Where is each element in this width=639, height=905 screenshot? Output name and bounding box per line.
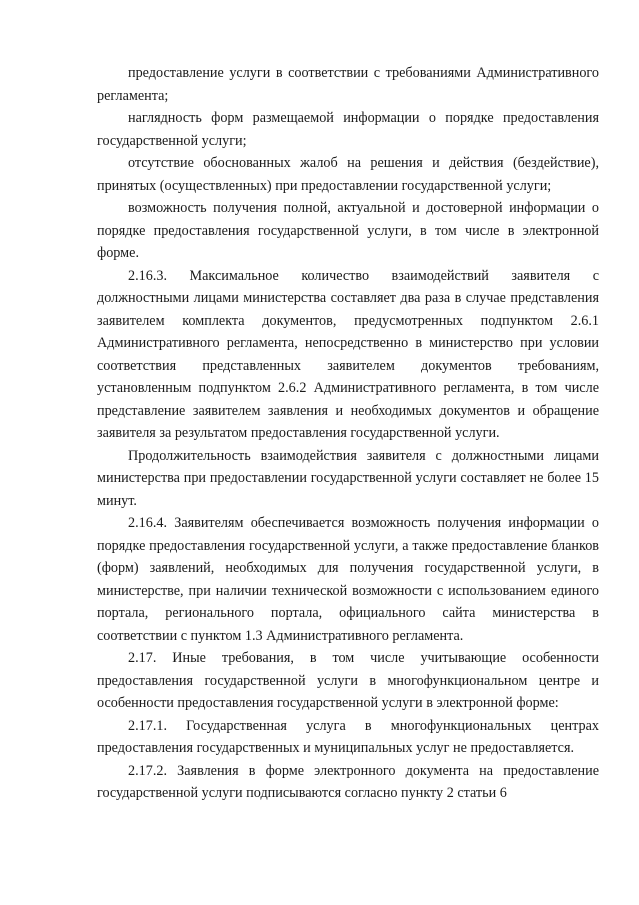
paragraph-interaction-duration: Продолжительность взаимодействия заявителя с должностными лицами министерства при предоставлении государственной услуги составляет не более 15 минут. [97, 447, 599, 509]
paragraph-information-clarity: наглядность форм размещаемой информации о порядке предоставления государственной услуги; [97, 110, 599, 149]
paragraph-service-compliance: предоставление услуги в соответствии с требованиями Административного регламента; [97, 65, 599, 104]
paragraph-2-16-4: 2.16.4. Заявителям обеспечивается возможность получения информации о порядке предоставления государственной услуги, а также предоставление бланков (форм) заявлений, необходимых для получения государственной услуги, в министерстве, при наличии технической возможности с использованием единого портала, регионального портала, официального сайта министерства в соответствии с пунктом 1.3 Административного регламента. [97, 515, 599, 644]
paragraph-2-17-2: 2.17.2. Заявления в форме электронного документа на предоставление государственной услуги подписываются согласно пункту 2 статьи 6 [97, 762, 599, 801]
paragraph-electronic-information: возможность получения полной, актуальной и достоверной информации о порядке предоставления государственной услуги, в том числе в электронной форме. [97, 200, 599, 261]
document-body [97, 62, 599, 805]
paragraph-2-16-3: 2.16.3. Максимальное количество взаимодействий заявителя с должностными лицами министерства составляет два раза в случае представления заявителем комплекта документов, предусмотренных подпунктом 2.6.1 Административного регламента, непосредственно в министерство при условии соответствия представленных заявителем документов требованиям, установленным подпунктом 2.6.2 Административного регламента, в том числе представление заявителем заявления и необходимых документов и обращение заявителя за результатом предоставления государственной услуги. [97, 267, 599, 441]
paragraph-2-17: 2.17. Иные требования, в том числе учитывающие особенности предоставления государственной услуги в многофункциональном центре и особенности предоставления государственной услуги в электронной форме: [97, 650, 599, 711]
paragraph-2-17-1: 2.17.1. Государственная услуга в многофункциональных центрах предоставления государственных и муниципальных услуг не предоставляется. [97, 717, 599, 756]
paragraph-no-complaints: отсутствие обоснованных жалоб на решения и действия (бездействие), принятых (осуществленных) при предоставлении государственной услуги; [97, 155, 599, 194]
